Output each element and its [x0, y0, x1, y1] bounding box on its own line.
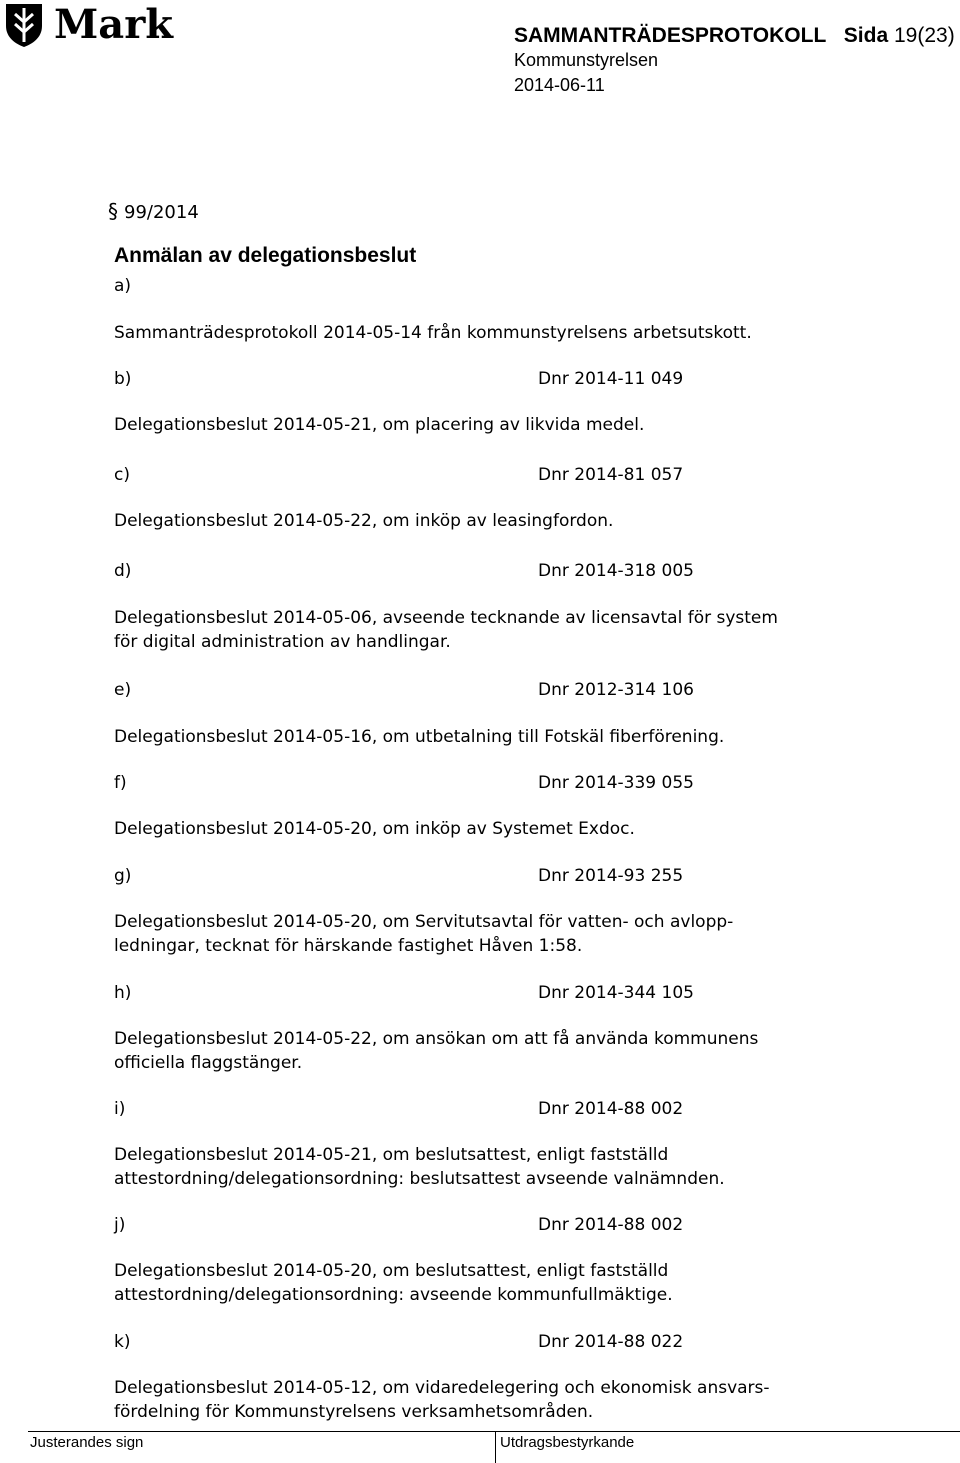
- item-text: Delegationsbeslut 2014-05-21, om beslutsattest, enligt fastställd attestordning/delegationsordning: beslutsattest avseende valnämnden.: [114, 1145, 725, 1189]
- item-label: b): [114, 369, 132, 389]
- item-dnr: Dnr 2014-318 005: [538, 561, 694, 581]
- item-label: a): [114, 276, 132, 296]
- item-text: Delegationsbeslut 2014-05-16, om utbetalning till Fotskäl fiberförening.: [114, 727, 725, 747]
- footer-justerandes-sign: Justerandes sign: [30, 1434, 144, 1451]
- paragraph-number: [108, 198, 199, 226]
- item-text: Delegationsbeslut 2014-05-06, avseende tecknande av licensavtal för system för digital administration av handlingar.: [114, 608, 778, 652]
- item-label: f): [114, 773, 127, 793]
- item-dnr: Dnr 2014-344 105: [538, 983, 694, 1003]
- item-text: Delegationsbeslut 2014-05-20, om inköp av Systemet Exdoc.: [114, 819, 635, 839]
- item-label: i): [114, 1099, 126, 1119]
- item-dnr: Dnr 2014-93 255: [538, 866, 684, 886]
- item-text: Delegationsbeslut 2014-05-20, om beslutsattest, enligt fastställd attestordning/delegationsordning: avseende kommunfullmäktige.: [114, 1261, 673, 1305]
- footer-rule: [28, 1431, 960, 1432]
- logo-text: Mark: [54, 1, 173, 48]
- footer-divider: [495, 1431, 496, 1463]
- item-dnr: Dnr 2014-88 002: [538, 1215, 684, 1235]
- paragraph-symbol: §: [108, 199, 118, 223]
- page-label: Sida: [843, 24, 889, 47]
- footer-utdragsbestyrkande: Utdragsbestyrkande: [500, 1434, 635, 1451]
- item-label: c): [114, 465, 130, 485]
- document-header: [514, 24, 955, 98]
- item-label: k): [114, 1332, 131, 1352]
- item-text: Delegationsbeslut 2014-05-22, om inköp av leasingfordon.: [114, 511, 614, 531]
- paragraph-number-text: 99/2014: [124, 202, 199, 223]
- header-logo: [4, 2, 173, 48]
- item-text: Delegationsbeslut 2014-05-12, om vidaredelegering och ekonomisk ansvars- fördelning för Kommunstyrelsens verksamhetsområden.: [114, 1378, 770, 1422]
- item-text: Sammanträdesprotokoll 2014-05-14 från kommunstyrelsens arbetsutskott.: [114, 323, 752, 343]
- item-text: Delegationsbeslut 2014-05-21, om placering av likvida medel.: [114, 415, 645, 435]
- item-label: e): [114, 680, 132, 700]
- coat-of-arms-icon: [4, 2, 44, 48]
- item-dnr: Dnr 2014-88 002: [538, 1099, 684, 1119]
- item-text: Delegationsbeslut 2014-05-22, om ansökan om att få använda kommunens officiella flaggstänger.: [114, 1029, 759, 1073]
- page-number: 19(23): [894, 24, 955, 47]
- item-dnr: Dnr 2014-339 055: [538, 773, 694, 793]
- item-label: j): [114, 1215, 126, 1235]
- item-label: d): [114, 561, 132, 581]
- item-label: h): [114, 983, 132, 1003]
- item-dnr: Dnr 2014-88 022: [538, 1332, 684, 1352]
- doc-type: SAMMANTRÄDESPROTOKOLL: [514, 24, 827, 47]
- section-title: Anmälan av delegationsbeslut: [114, 244, 417, 267]
- item-label: g): [114, 866, 132, 886]
- item-dnr: Dnr 2012-314 106: [538, 680, 694, 700]
- board-name: Kommunstyrelsen: [514, 50, 659, 70]
- meeting-date: 2014-06-11: [514, 75, 605, 95]
- item-dnr: Dnr 2014-11 049: [538, 369, 684, 389]
- item-text: Delegationsbeslut 2014-05-20, om Servitutsavtal för vatten- och avlopp- ledningar, tecknat för härskande fastighet Håven 1:58.: [114, 912, 734, 956]
- item-dnr: Dnr 2014-81 057: [538, 465, 684, 485]
